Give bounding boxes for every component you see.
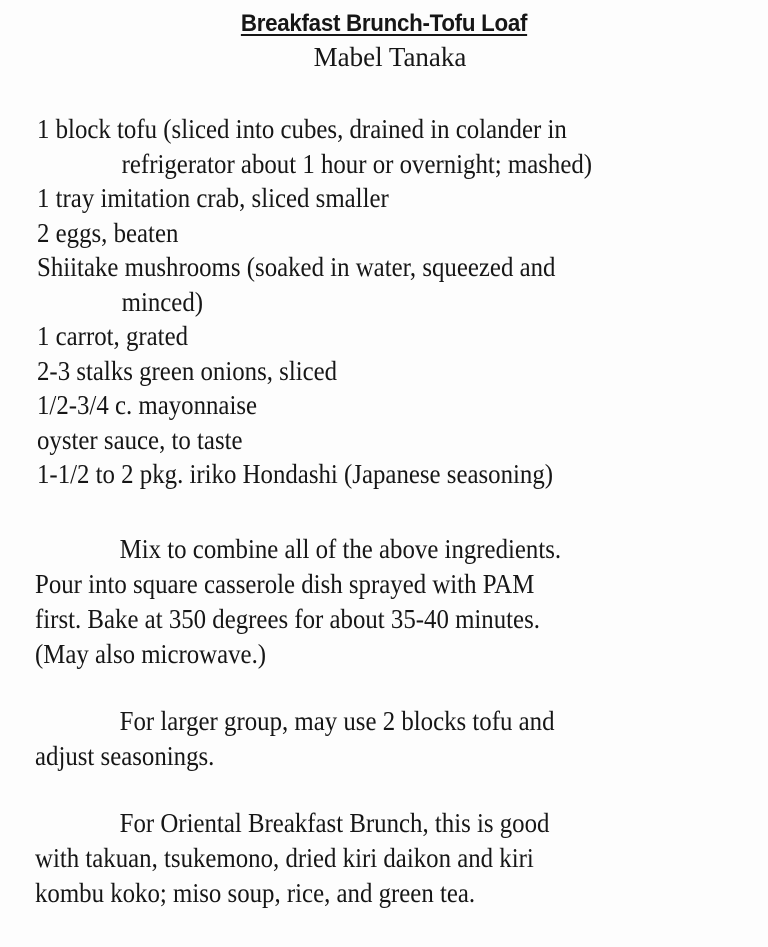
larger-group-note bbox=[35, 704, 697, 774]
paragraph-line: kombu koko; miso soup, rice, and green tea. bbox=[35, 878, 476, 908]
paragraph-line: (May also microwave.) bbox=[35, 639, 267, 669]
ingredient-text: 1/2-3/4 c. mayonnaise bbox=[37, 390, 258, 420]
ingredient-item bbox=[37, 216, 699, 251]
paragraph-line: For Oriental Breakfast Brunch, this is good bbox=[119, 808, 550, 838]
paragraph-line: adjust seasonings. bbox=[35, 741, 215, 771]
ingredient-item bbox=[37, 181, 699, 216]
instructions-paragraph bbox=[35, 532, 697, 672]
ingredient-text: 1 carrot, grated bbox=[37, 321, 189, 351]
ingredient-item bbox=[37, 250, 699, 319]
paragraph-line: first. Bake at 350 degrees for about 35-40 minutes. bbox=[35, 604, 540, 634]
ingredient-item bbox=[37, 388, 699, 423]
recipe-author: Mabel Tanaka bbox=[313, 42, 467, 72]
ingredient-item bbox=[37, 319, 699, 354]
paragraph-line: Pour into square casserole dish sprayed with PAM bbox=[35, 569, 535, 599]
ingredient-text: oyster sauce, to taste bbox=[37, 424, 243, 455]
recipe-title-text: Breakfast Brunch-Tofu Loaf bbox=[240, 10, 528, 37]
ingredient-list bbox=[37, 112, 699, 492]
ingredient-item bbox=[37, 423, 699, 458]
recipe-title bbox=[27, 10, 741, 38]
ingredient-text: 1 tray imitation crab, sliced smaller bbox=[37, 183, 389, 213]
ingredient-item bbox=[37, 354, 699, 389]
paragraph-line: For larger group, may use 2 blocks tofu and bbox=[119, 706, 555, 736]
paragraph-line: Mix to combine all of the above ingredients. bbox=[119, 534, 562, 564]
ingredient-item bbox=[37, 112, 699, 181]
ingredient-text: 2-3 stalks green onions, sliced bbox=[37, 355, 338, 386]
oriental-brunch-note bbox=[35, 806, 697, 911]
paragraph-line: with takuan, tsukemono, dried kiri daikon and kiri bbox=[35, 843, 534, 873]
ingredient-continuation: refrigerator about 1 hour or overnight; mashed) bbox=[121, 148, 593, 179]
ingredient-item bbox=[37, 457, 699, 492]
ingredient-text: 1-1/2 to 2 pkg. iriko Hondashi (Japanese seasoning) bbox=[37, 459, 554, 489]
ingredient-continuation: minced) bbox=[121, 286, 204, 317]
ingredient-text: 2 eggs, beaten bbox=[37, 217, 179, 248]
ingredient-text: 1 block tofu (sliced into cubes, drained in colander in bbox=[37, 114, 567, 144]
ingredient-text: Shiitake mushrooms (soaked in water, squeezed and bbox=[37, 252, 556, 282]
